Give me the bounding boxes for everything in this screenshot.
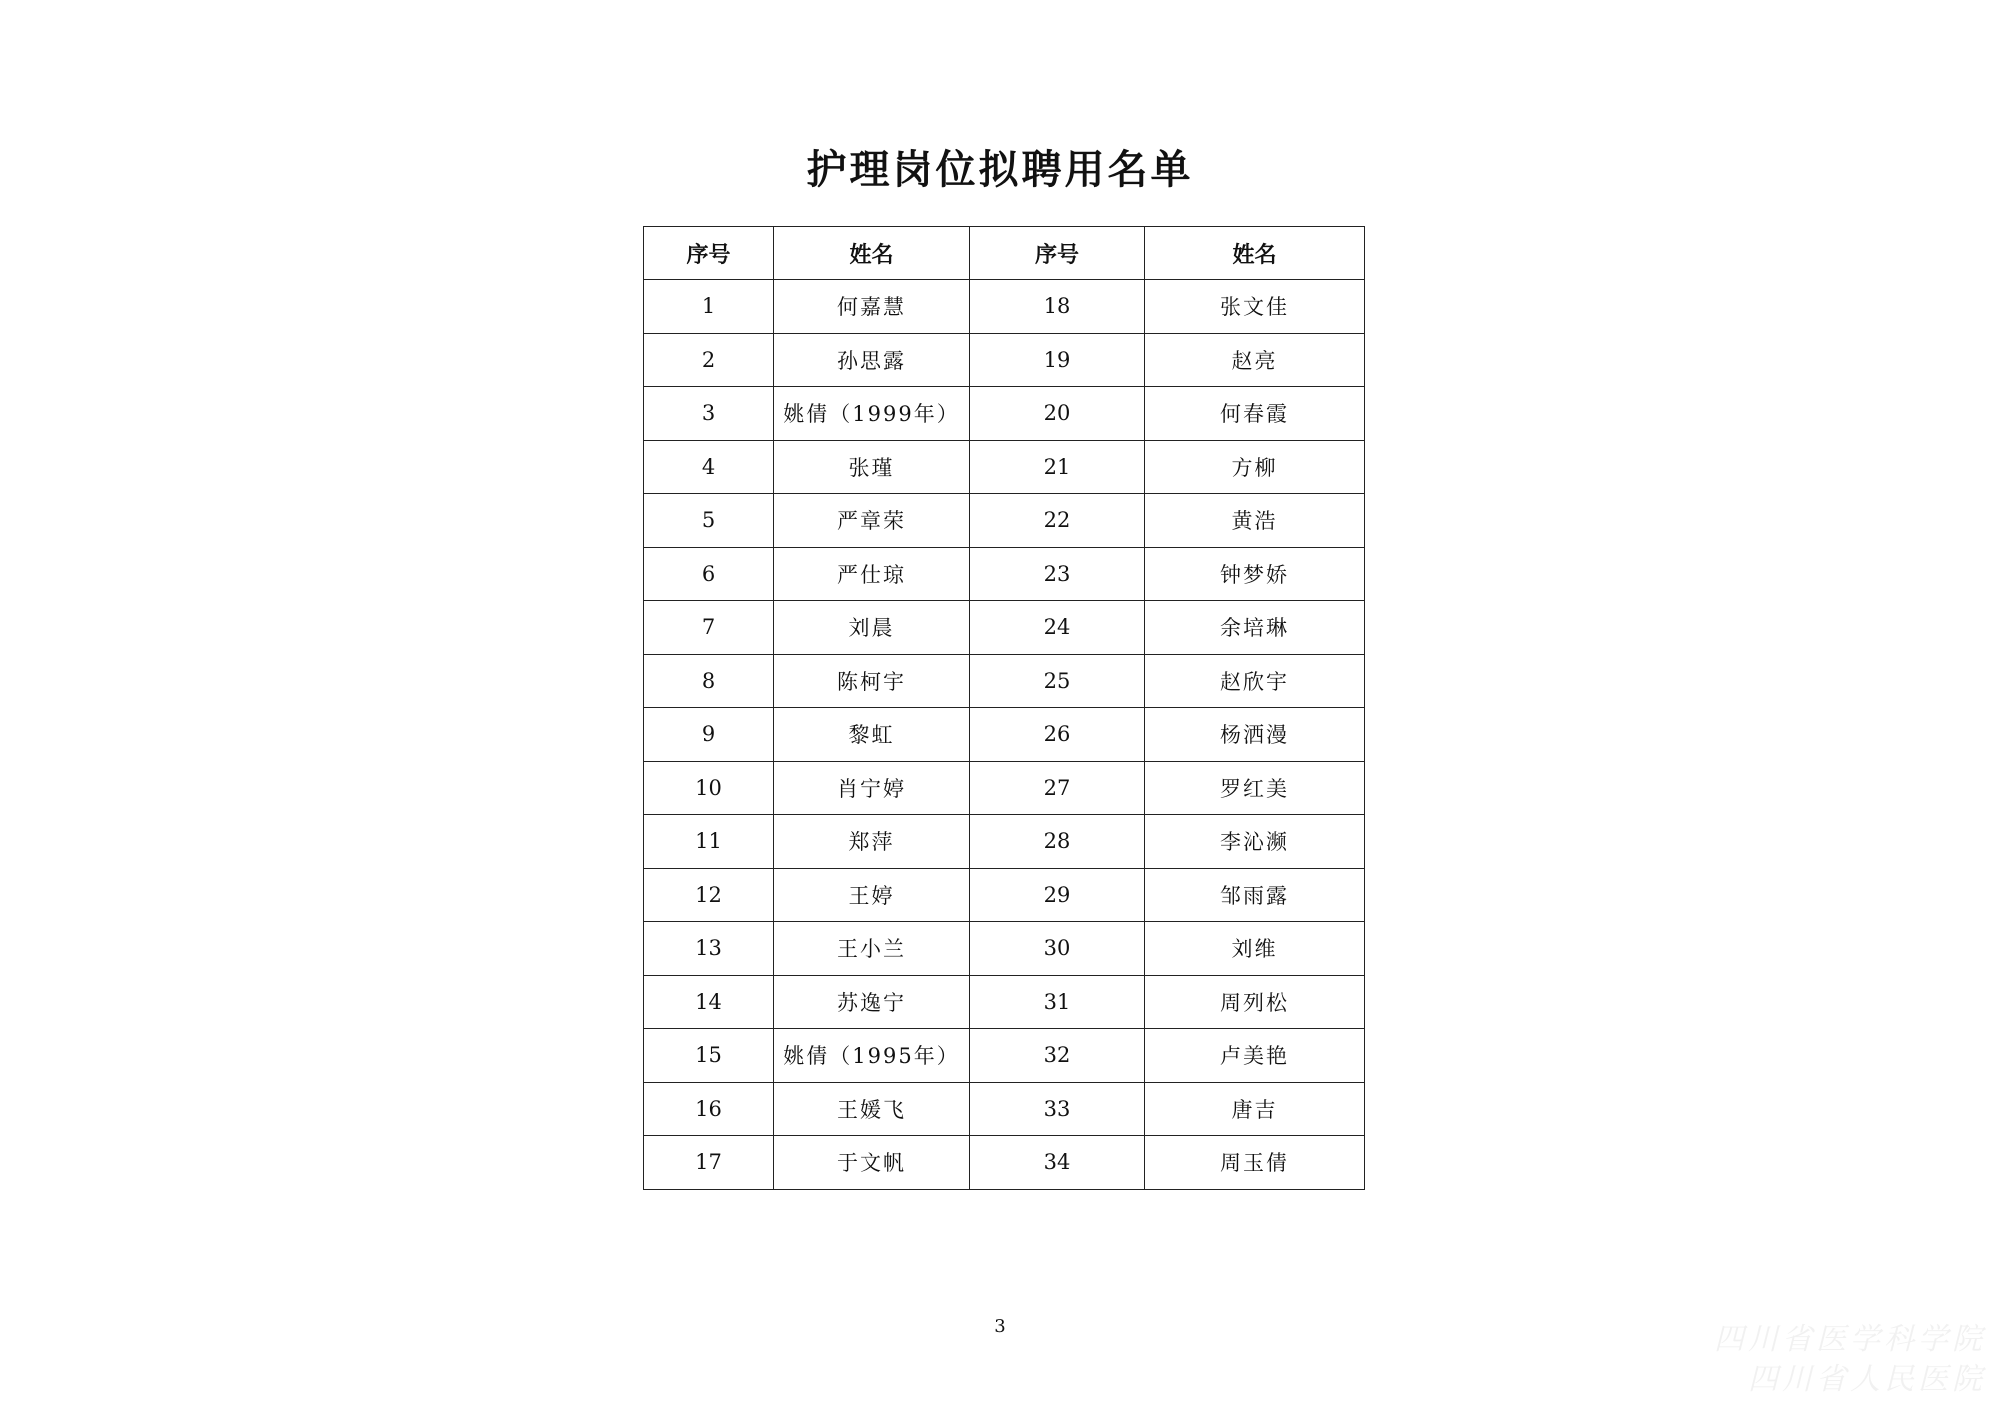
cell-name-right: 钟梦娇 xyxy=(1145,547,1365,601)
cell-seq-left: 7 xyxy=(644,601,774,655)
cell-seq-right: 25 xyxy=(970,654,1145,708)
header-seq-left: 序号 xyxy=(644,227,774,280)
cell-seq-right: 20 xyxy=(970,387,1145,441)
cell-seq-right: 29 xyxy=(970,868,1145,922)
cell-seq-left: 10 xyxy=(644,761,774,815)
cell-name-left: 王媛飞 xyxy=(774,1082,970,1136)
cell-seq-left: 9 xyxy=(644,708,774,762)
cell-name-left: 苏逸宁 xyxy=(774,975,970,1029)
table-row xyxy=(644,547,1365,601)
table-row xyxy=(644,387,1365,441)
cell-name-left: 陈柯宇 xyxy=(774,654,970,708)
cell-seq-left: 15 xyxy=(644,1029,774,1083)
cell-name-left: 孙思露 xyxy=(774,333,970,387)
table-row xyxy=(644,975,1365,1029)
cell-seq-right: 34 xyxy=(970,1136,1145,1190)
watermark-line: 四川省医学科学院 xyxy=(1714,1322,1986,1357)
header-seq-right: 序号 xyxy=(970,227,1145,280)
table-row xyxy=(644,654,1365,708)
cell-name-right: 唐吉 xyxy=(1145,1082,1365,1136)
table-row xyxy=(644,1029,1365,1083)
cell-name-right: 赵欣宇 xyxy=(1145,654,1365,708)
cell-name-left: 刘晨 xyxy=(774,601,970,655)
cell-seq-right: 28 xyxy=(970,815,1145,869)
table-row xyxy=(644,280,1365,334)
table-body xyxy=(644,280,1365,1190)
table-row xyxy=(644,1082,1365,1136)
cell-seq-right: 31 xyxy=(970,975,1145,1029)
cell-name-left: 姚倩（1999年） xyxy=(774,387,970,441)
cell-name-left: 严章荣 xyxy=(774,494,970,548)
cell-name-right: 刘维 xyxy=(1145,922,1365,976)
cell-name-right: 杨洒漫 xyxy=(1145,708,1365,762)
cell-name-right: 黄浩 xyxy=(1145,494,1365,548)
table-row xyxy=(644,815,1365,869)
cell-name-right: 周列松 xyxy=(1145,975,1365,1029)
cell-seq-right: 32 xyxy=(970,1029,1145,1083)
cell-seq-left: 17 xyxy=(644,1136,774,1190)
header-name-left: 姓名 xyxy=(774,227,970,280)
table-row xyxy=(644,494,1365,548)
watermark xyxy=(1656,1320,1986,1400)
table-header-row xyxy=(644,227,1365,280)
cell-name-right: 方柳 xyxy=(1145,440,1365,494)
cell-seq-left: 3 xyxy=(644,387,774,441)
table-row xyxy=(644,868,1365,922)
cell-name-left: 肖宁婷 xyxy=(774,761,970,815)
cell-seq-right: 33 xyxy=(970,1082,1145,1136)
cell-name-left: 何嘉慧 xyxy=(774,280,970,334)
table-row xyxy=(644,1136,1365,1190)
cell-name-left: 黎虹 xyxy=(774,708,970,762)
cell-name-left: 于文帆 xyxy=(774,1136,970,1190)
cell-seq-right: 27 xyxy=(970,761,1145,815)
cell-name-left: 张瑾 xyxy=(774,440,970,494)
cell-seq-right: 24 xyxy=(970,601,1145,655)
watermark-line: 四川省人民医院 xyxy=(1748,1362,1986,1397)
cell-name-right: 卢美艳 xyxy=(1145,1029,1365,1083)
table-row xyxy=(644,440,1365,494)
cell-name-right: 周玉倩 xyxy=(1145,1136,1365,1190)
cell-seq-left: 4 xyxy=(644,440,774,494)
cell-seq-left: 11 xyxy=(644,815,774,869)
table-row xyxy=(644,922,1365,976)
header-name-right: 姓名 xyxy=(1145,227,1365,280)
cell-name-right: 张文佳 xyxy=(1145,280,1365,334)
cell-seq-left: 16 xyxy=(644,1082,774,1136)
cell-name-left: 郑萍 xyxy=(774,815,970,869)
cell-seq-left: 5 xyxy=(644,494,774,548)
cell-name-right: 李沁濒 xyxy=(1145,815,1365,869)
cell-seq-right: 30 xyxy=(970,922,1145,976)
cell-seq-right: 18 xyxy=(970,280,1145,334)
cell-name-left: 严仕琼 xyxy=(774,547,970,601)
cell-seq-right: 21 xyxy=(970,440,1145,494)
cell-seq-right: 22 xyxy=(970,494,1145,548)
cell-seq-left: 2 xyxy=(644,333,774,387)
cell-name-right: 赵亮 xyxy=(1145,333,1365,387)
roster-table xyxy=(643,226,1365,1190)
cell-seq-left: 6 xyxy=(644,547,774,601)
cell-name-left: 姚倩（1995年） xyxy=(774,1029,970,1083)
cell-seq-right: 23 xyxy=(970,547,1145,601)
cell-seq-left: 13 xyxy=(644,922,774,976)
table-row xyxy=(644,601,1365,655)
cell-seq-right: 19 xyxy=(970,333,1145,387)
cell-name-left: 王小兰 xyxy=(774,922,970,976)
table-row xyxy=(644,761,1365,815)
cell-seq-left: 12 xyxy=(644,868,774,922)
table-row xyxy=(644,708,1365,762)
cell-name-right: 何春霞 xyxy=(1145,387,1365,441)
page-number: 3 xyxy=(994,1316,1006,1337)
cell-name-right: 邹雨露 xyxy=(1145,868,1365,922)
cell-seq-left: 8 xyxy=(644,654,774,708)
page-title: 护理岗位拟聘用名单 xyxy=(806,147,1194,193)
cell-name-left: 王婷 xyxy=(774,868,970,922)
cell-name-right: 余培琳 xyxy=(1145,601,1365,655)
cell-name-right: 罗红美 xyxy=(1145,761,1365,815)
cell-seq-left: 1 xyxy=(644,280,774,334)
table-row xyxy=(644,333,1365,387)
cell-seq-left: 14 xyxy=(644,975,774,1029)
cell-seq-right: 26 xyxy=(970,708,1145,762)
